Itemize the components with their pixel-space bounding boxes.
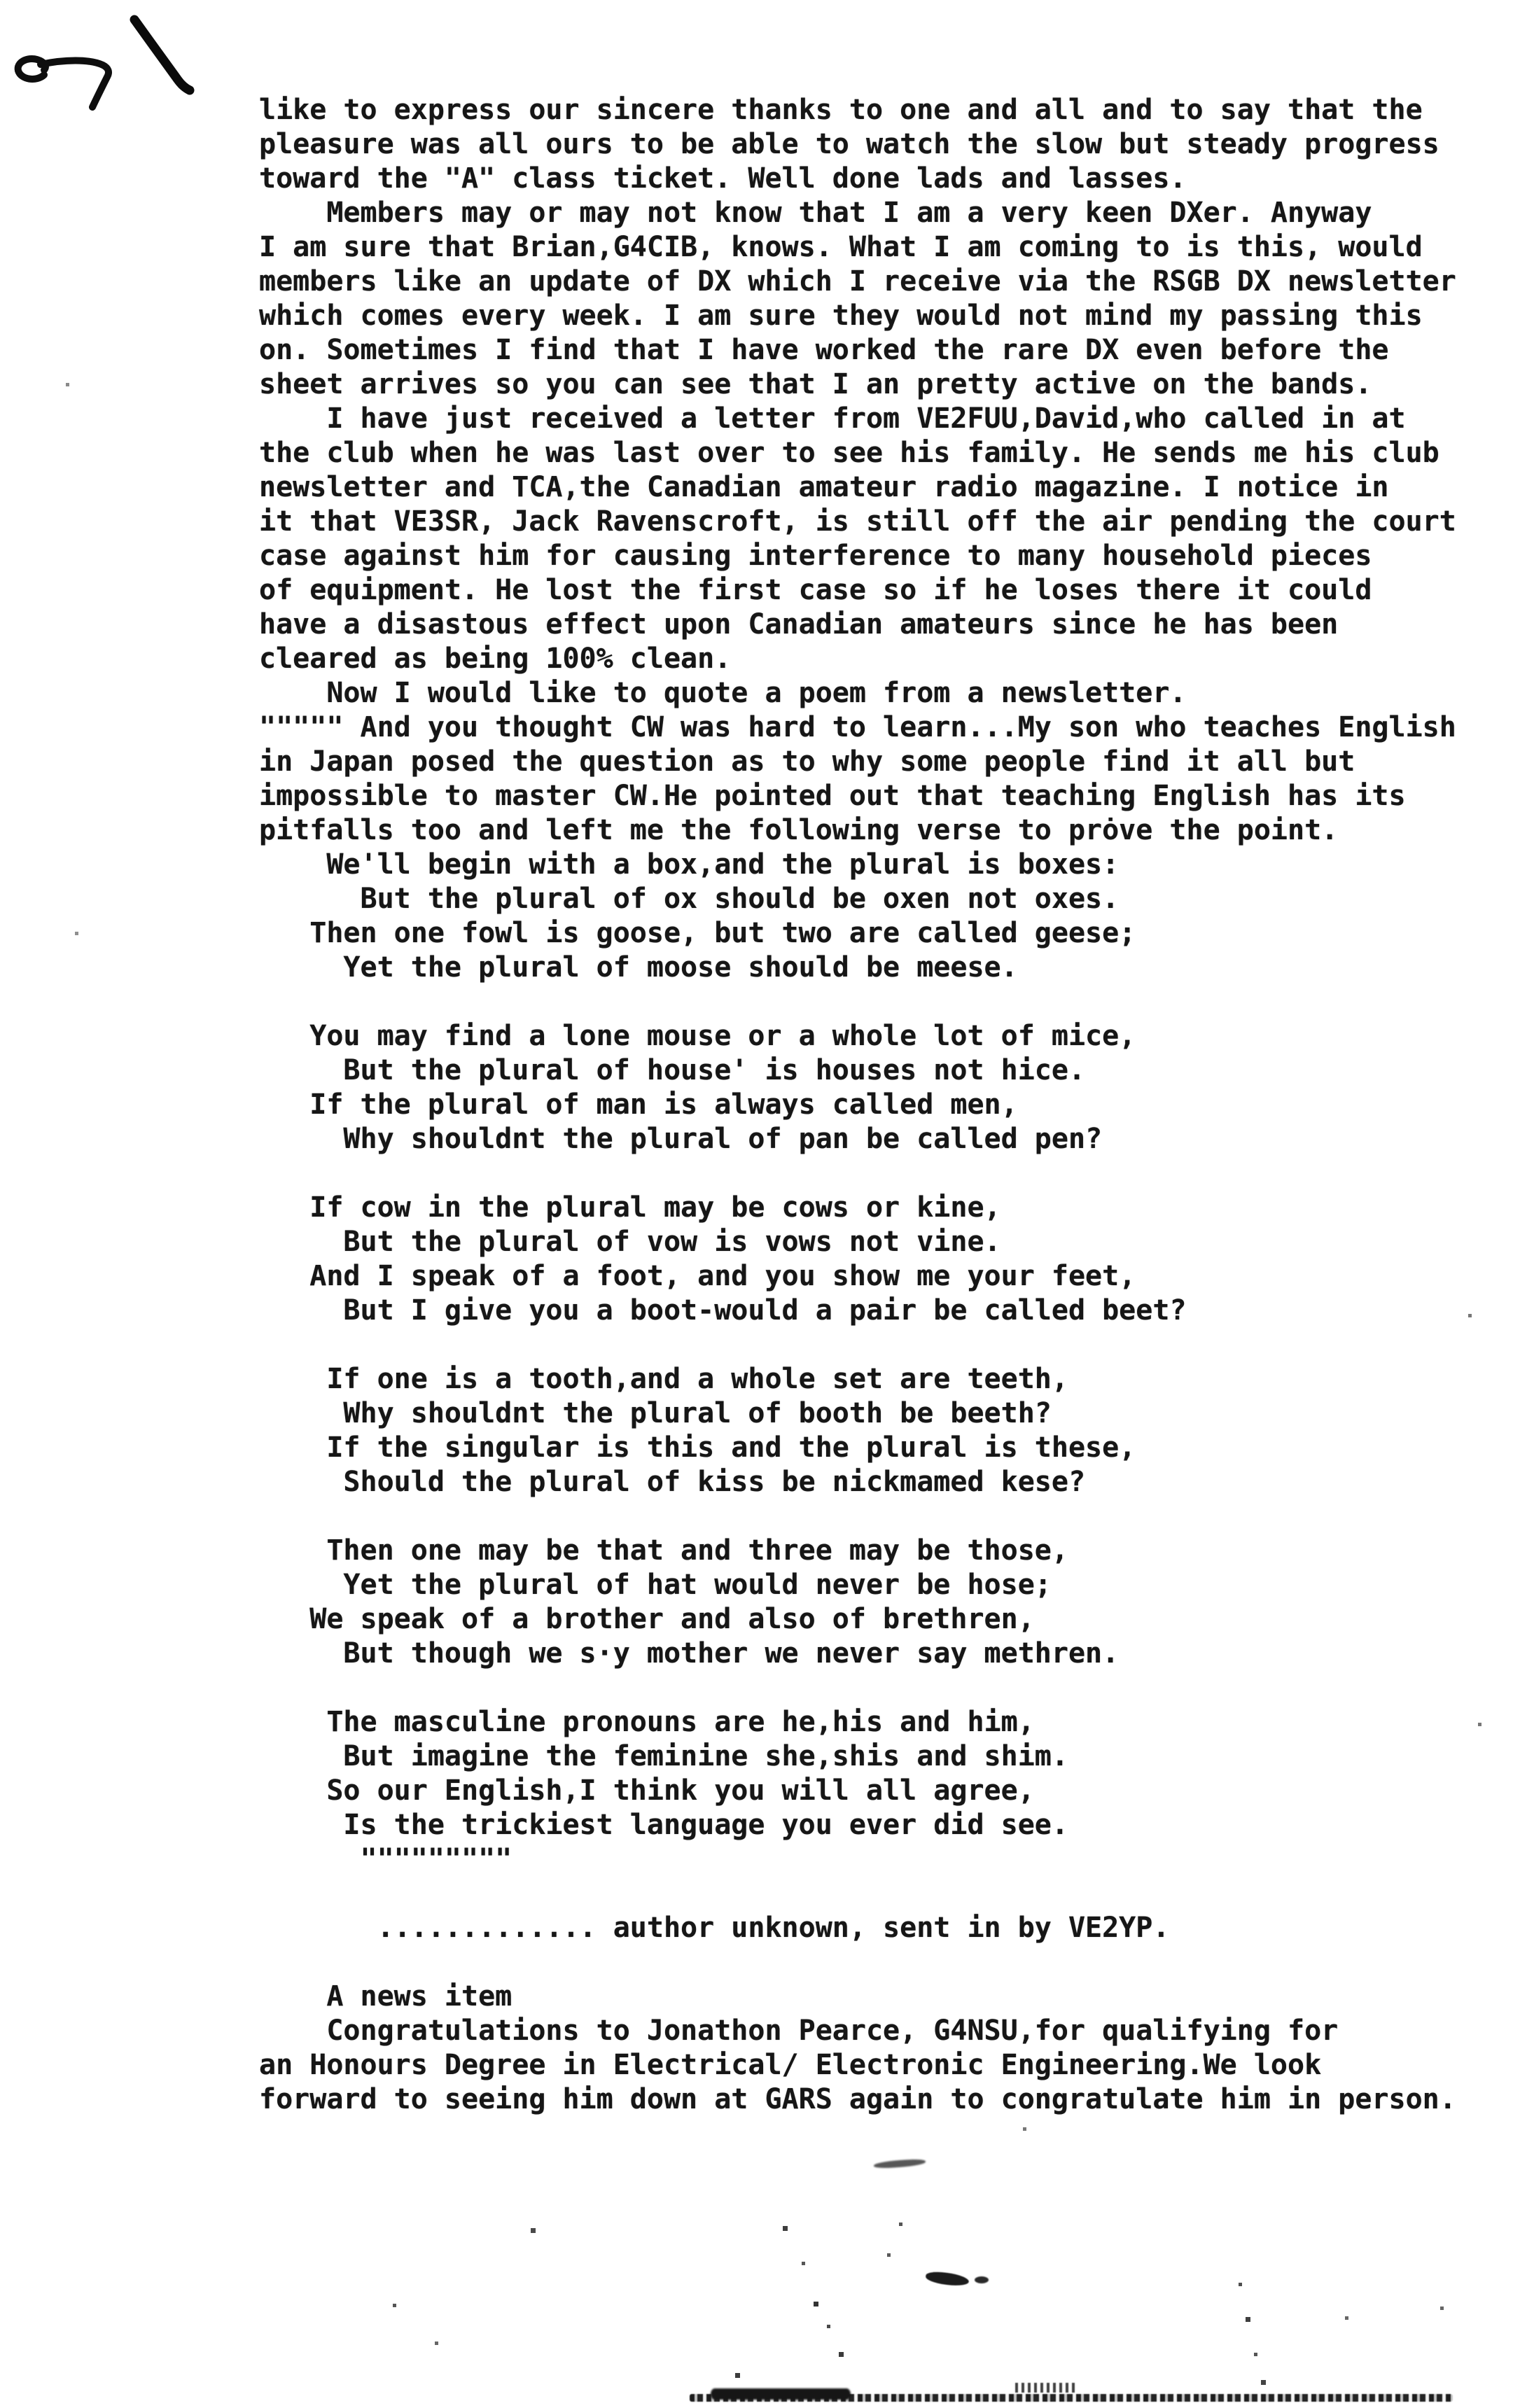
- text-line: You may find a lone mouse or a whole lot of mice,: [259, 1020, 1136, 1052]
- text-line: Is the trickiest language you ever did see.: [259, 1809, 1068, 1841]
- scan-edge-artifact: [711, 2388, 851, 2400]
- text-line: But the plural of house' is houses not hice.: [259, 1054, 1086, 1086]
- text-line: in Japan posed the question as to why some people find it all but: [259, 746, 1355, 778]
- text-line: forward to seeing him down at GARS again to congratulate him in person.: [259, 2083, 1456, 2115]
- text-line: ............. author unknown, sent in by VE2YP.: [259, 1912, 1170, 1944]
- text-line: Yet the plural of moose should be meese.: [259, 951, 1018, 983]
- text-line: """"""""": [259, 1843, 513, 1875]
- text-line: The masculine pronouns are he,his and him,: [259, 1706, 1035, 1738]
- text-line: on. Sometimes I find that I have worked the rare DX even before the: [259, 334, 1389, 366]
- text-line: Then one fowl is goose, but two are called geese;: [259, 917, 1136, 949]
- text-line: [259, 1329, 1456, 1363]
- scan-edge-artifact: [1015, 2383, 1078, 2393]
- text-line: But imagine the feminine she,shis and shim.: [259, 1740, 1068, 1772]
- text-line: have a disastous effect upon Canadian amateurs since he has been: [259, 608, 1339, 640]
- text-line: """"" And you thought CW was hard to learn...My son who teaches English: [259, 711, 1456, 743]
- text-line: But the plural of ox should be oxen not oxes.: [259, 883, 1120, 915]
- text-line: Should the plural of kiss be nickmamed kese?: [259, 1466, 1086, 1498]
- text-line: [259, 1877, 1456, 1912]
- text-line: an Honours Degree in Electrical/ Electronic Engineering.We look: [259, 2049, 1322, 2081]
- text-line: If the singular is this and the plural is these,: [259, 1432, 1136, 1464]
- text-line: [259, 1946, 1456, 1980]
- text-line: If the plural of man is always called men,: [259, 1088, 1018, 1121]
- ink-smudge: [975, 2276, 989, 2283]
- text-line: Members may or may not know that I am a very keen DXer. Anyway: [259, 197, 1372, 229]
- text-line: We'll begin with a box,and the plural is boxes:: [259, 848, 1120, 881]
- text-line: case against him for causing interference to many household pieces: [259, 540, 1372, 572]
- text-line: But I give you a boot-would a pair be called beet?: [259, 1294, 1187, 1326]
- text-line: Now I would like to quote a poem from a newsletter.: [259, 677, 1187, 709]
- text-line: toward the "A" class ticket. Well done lads and lasses.: [259, 162, 1187, 195]
- text-line: members like an update of DX which I receive via the RSGB DX newsletter: [259, 265, 1456, 298]
- text-line: A news item: [259, 1980, 513, 2012]
- text-line: [259, 986, 1456, 1020]
- text-line: Then one may be that and three may be those,: [259, 1534, 1068, 1567]
- text-line: If cow in the plural may be cows or kine,: [259, 1191, 1001, 1224]
- text-line: cleared as being 100% clean.: [259, 643, 732, 675]
- text-line: So our English,I think you will all agree,: [259, 1774, 1035, 1807]
- text-line: But the plural of vow is vows not vine.: [259, 1226, 1001, 1258]
- text-line: And I speak of a foot, and you show me your feet,: [259, 1260, 1136, 1292]
- ink-speck-cluster: [0, 0, 2, 2]
- text-line: [259, 1500, 1456, 1534]
- text-line: We speak of a brother and also of brethren,: [259, 1603, 1035, 1635]
- text-line: Why shouldnt the plural of booth be beeth?: [259, 1397, 1052, 1429]
- typewritten-text: [259, 94, 1456, 2118]
- handwritten-pen-mark-icon: [4, 4, 214, 123]
- text-line: [259, 1672, 1456, 1706]
- text-line: If one is a tooth,and a whole set are teeth,: [259, 1363, 1068, 1395]
- text-line: sheet arrives so you can see that I an pretty active on the bands.: [259, 368, 1372, 400]
- text-line: of equipment. He lost the first case so if he loses there it could: [259, 574, 1372, 606]
- text-line: like to express our sincere thanks to one and all and to say that the: [259, 94, 1423, 126]
- ink-smudge: [925, 2270, 970, 2287]
- text-line: which comes every week. I am sure they would not mind my passing this: [259, 300, 1423, 332]
- text-line: [259, 1157, 1456, 1191]
- ink-smudge: [874, 2158, 926, 2169]
- text-line: the club when he was last over to see his family. He sends me his club: [259, 437, 1439, 469]
- text-line: it that VE3SR, Jack Ravenscroft, is still off the air pending the court: [259, 505, 1456, 538]
- text-line: Yet the plural of hat would never be hose;: [259, 1569, 1052, 1601]
- text-line: Congratulations to Jonathon Pearce, G4NSU,for qualifying for: [259, 2015, 1339, 2047]
- text-line: But though we s·y mother we never say methren.: [259, 1637, 1120, 1670]
- text-line: newsletter and TCA,the Canadian amateur radio magazine. I notice in: [259, 471, 1389, 503]
- text-line: Why shouldnt the plural of pan be called pen?: [259, 1123, 1103, 1155]
- text-line: impossible to master CW.He pointed out that teaching English has its: [259, 780, 1406, 812]
- text-line: pleasure was all ours to be able to watch the slow but steady progress: [259, 128, 1439, 160]
- text-line: I am sure that Brian,G4CIB, knows. What I am coming to is this, would: [259, 231, 1423, 263]
- text-line: pitfalls too and left me the following verse to prȯve the point.: [259, 814, 1339, 846]
- text-line: I have just received a letter from VE2FUU,David,who called in at: [259, 402, 1406, 435]
